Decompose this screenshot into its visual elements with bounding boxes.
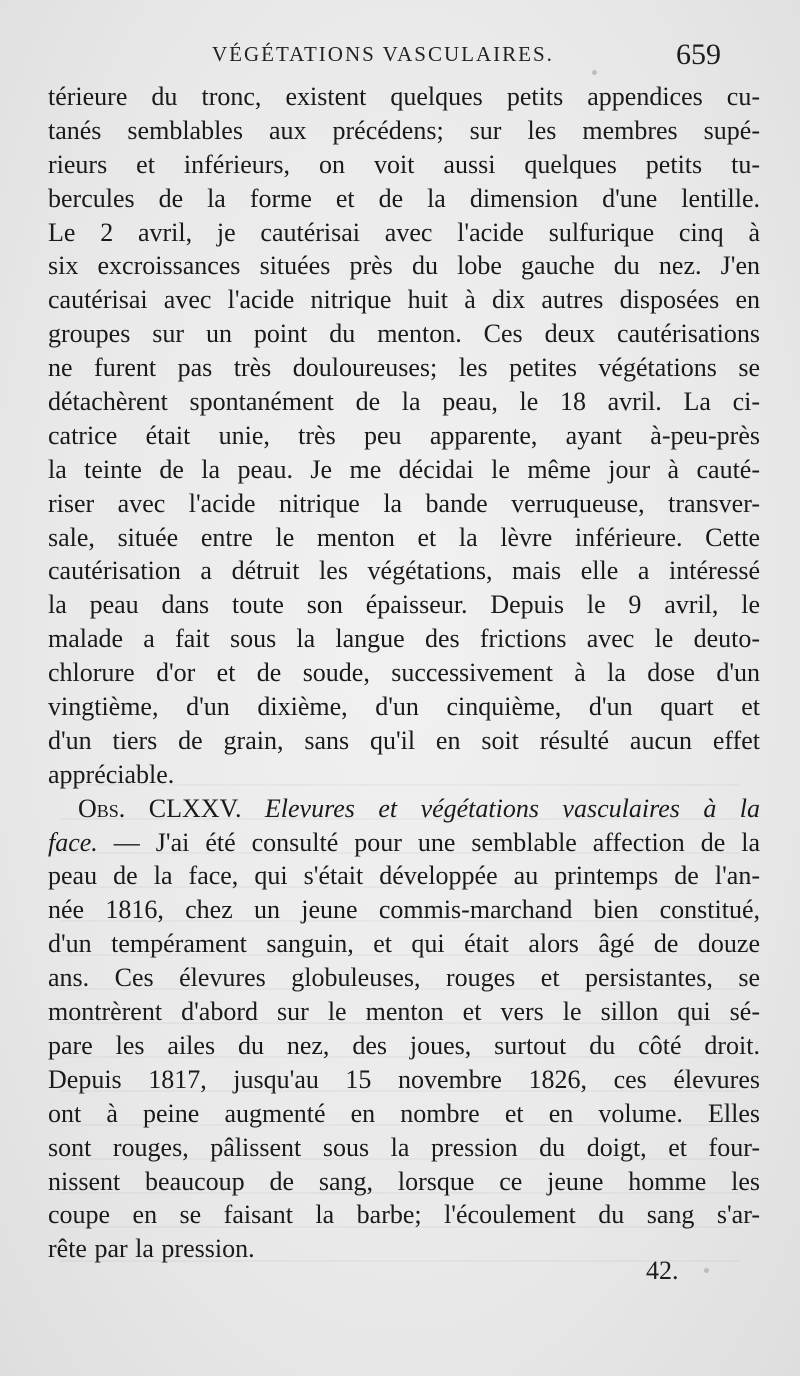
page-number: 659 bbox=[676, 38, 721, 71]
text-line: tanés semblables aux précédens; sur les membres supé- bbox=[48, 115, 760, 145]
text-line: rête par la pression. bbox=[48, 1234, 255, 1264]
text-line: la teinte de la peau. Je me décidai le même jour à cauté- bbox=[48, 454, 760, 484]
text-line: Depuis 1817, jusqu'au 15 novembre 1826, ces élevures bbox=[48, 1064, 760, 1094]
text-line: ont à peine augmenté en nombre et en volume. Elles bbox=[48, 1098, 760, 1128]
running-title: VÉGÉTATIONS VASCULAIRES. bbox=[212, 42, 554, 66]
text-line: vingtième, d'un dixième, d'un cinquième, d'un quart et bbox=[48, 692, 760, 722]
text-line: groupes sur un point du menton. Ces deux cautérisations bbox=[48, 319, 760, 349]
text-line: Le 2 avril, je cautérisai avec l'acide sulfurique cinq à bbox=[48, 217, 760, 247]
text-line: six excroissances situées près du lobe gauche du nez. J'en bbox=[48, 251, 760, 281]
text-line: nissent beaucoup de sang, lorsque ce jeune homme les bbox=[48, 1166, 760, 1196]
text-line: riser avec l'acide nitrique la bande verruqueuse, transver- bbox=[48, 488, 760, 518]
text-line: pare les ailes du nez, des joues, surtout du côté droit. bbox=[48, 1030, 760, 1060]
text-line: la peau dans toute son épaisseur. Depuis le 9 avril, le bbox=[48, 590, 760, 620]
observation-heading-line bbox=[48, 792, 760, 826]
text-line: térieure du tronc, existent quelques petits appendices cu- bbox=[48, 82, 760, 111]
text-line: née 1816, chez un jeune commis-marchand bien constitué, bbox=[48, 895, 760, 925]
text-line: d'un tempérament sanguin, et qui était alors âgé de douze bbox=[48, 929, 760, 959]
observation-first-line-rest: — J'ai été consulté pour une semblable affection de la bbox=[97, 827, 760, 857]
signature-mark: 42. bbox=[646, 1256, 679, 1285]
observation-continuation-line bbox=[48, 826, 760, 860]
text-line: coupe en se faisant la barbe; l'écoulement du sang s'ar- bbox=[48, 1200, 760, 1230]
text-line: chlorure d'or et de soude, successivement à la dose d'un bbox=[48, 658, 760, 688]
ink-spot bbox=[704, 1268, 709, 1273]
text-line: appréciable. bbox=[48, 759, 175, 789]
text-line: d'un tiers de grain, sans qu'il en soit résulté aucun effet bbox=[48, 725, 760, 755]
text-line: cautérisai avec l'acide nitrique huit à dix autres disposées en bbox=[48, 285, 760, 315]
text-line: sale, située entre le menton et la lèvre inférieure. Cette bbox=[48, 522, 760, 552]
text-line: montrèrent d'abord sur le menton et vers le sillon qui sé- bbox=[48, 997, 760, 1027]
observation-label: Obs. CLXXV. bbox=[78, 793, 242, 823]
text-line: catrice était unie, très peu apparente, ayant à-peu-près bbox=[48, 420, 760, 450]
observation-title-end: face. bbox=[48, 827, 98, 857]
text-line: bercules de la forme et de la dimension d'une lentille. bbox=[48, 183, 760, 213]
text-line: malade a fait sous la langue des frictions avec le deuto- bbox=[48, 624, 760, 654]
running-head bbox=[0, 38, 800, 78]
text-line: ne furent pas très douloureuses; les petites végétations se bbox=[48, 353, 760, 383]
observation-title: Elevures et végétations vasculaires à la bbox=[264, 793, 761, 823]
text-line: détachèrent spontanément de la peau, le 18 avril. La ci- bbox=[48, 387, 760, 417]
text-line: peau de la face, qui s'était développée au printemps de l'an- bbox=[48, 861, 760, 891]
text-line: rieurs et inférieurs, on voit aussi quelques petits tu- bbox=[48, 149, 760, 179]
body-text bbox=[48, 80, 760, 1266]
text-line: sont rouges, pâlissent sous la pression du doigt, et four- bbox=[48, 1132, 760, 1162]
text-line: ans. Ces élevures globuleuses, rouges et persistantes, se bbox=[48, 963, 760, 993]
text-line: cautérisation a détruit les végétations, mais elle a intéressé bbox=[48, 556, 760, 586]
